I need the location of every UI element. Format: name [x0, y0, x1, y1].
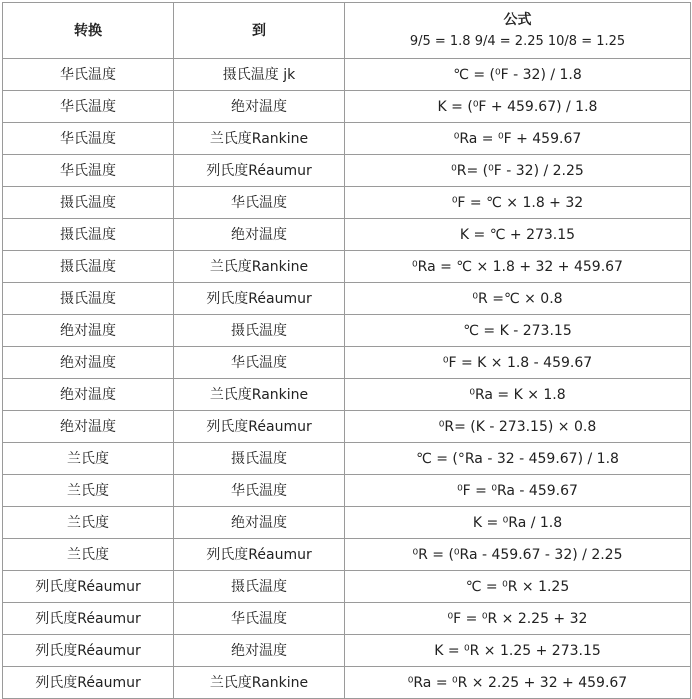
- cell-formula: K = (⁰F + 459.67) / 1.8: [345, 91, 691, 123]
- cell-formula: ℃ = K - 273.15: [345, 315, 691, 347]
- cell-from: 兰氏度: [3, 475, 174, 507]
- table-row: [3, 507, 691, 539]
- table-row: [3, 571, 691, 603]
- table-row: [3, 347, 691, 379]
- cell-from: 列氏度Réaumur: [3, 603, 174, 635]
- table-row: [3, 411, 691, 443]
- cell-to: 兰氏度Rankine: [174, 379, 345, 411]
- table-row: [3, 283, 691, 315]
- cell-formula: ⁰R =℃ × 0.8: [345, 283, 691, 315]
- cell-formula: ⁰Ra = K × 1.8: [345, 379, 691, 411]
- table-row: [3, 443, 691, 475]
- header-from: 转换: [3, 3, 174, 59]
- cell-to: 兰氏度Rankine: [174, 667, 345, 699]
- cell-formula: ⁰F = ⁰Ra - 459.67: [345, 475, 691, 507]
- cell-to: 摄氏温度: [174, 443, 345, 475]
- table-row: [3, 155, 691, 187]
- cell-to: 绝对温度: [174, 219, 345, 251]
- cell-to: 绝对温度: [174, 635, 345, 667]
- cell-from: 华氏温度: [3, 155, 174, 187]
- cell-to: 兰氏度Rankine: [174, 251, 345, 283]
- table-row: [3, 635, 691, 667]
- cell-formula: ⁰F = K × 1.8 - 459.67: [345, 347, 691, 379]
- conversion-table: [2, 2, 691, 699]
- cell-from: 摄氏温度: [3, 219, 174, 251]
- cell-to: 摄氏温度: [174, 315, 345, 347]
- cell-to: 绝对温度: [174, 507, 345, 539]
- table-row: [3, 539, 691, 571]
- cell-formula: ⁰F = ⁰R × 2.25 + 32: [345, 603, 691, 635]
- header-formula-title: 公式: [503, 11, 532, 28]
- cell-formula: K = ⁰R × 1.25 + 273.15: [345, 635, 691, 667]
- cell-to: 列氏度Réaumur: [174, 539, 345, 571]
- cell-to: 绝对温度: [174, 91, 345, 123]
- cell-formula: K = ⁰Ra / 1.8: [345, 507, 691, 539]
- table-row: [3, 219, 691, 251]
- cell-from: 绝对温度: [3, 379, 174, 411]
- cell-formula: ⁰R= (K - 273.15) × 0.8: [345, 411, 691, 443]
- cell-from: 绝对温度: [3, 411, 174, 443]
- cell-from: 绝对温度: [3, 315, 174, 347]
- cell-to: 华氏温度: [174, 475, 345, 507]
- cell-from: 摄氏温度: [3, 251, 174, 283]
- cell-to: 华氏温度: [174, 347, 345, 379]
- cell-formula: ℃ = (⁰F - 32) / 1.8: [345, 59, 691, 91]
- cell-formula: K = ℃ + 273.15: [345, 219, 691, 251]
- cell-from: 列氏度Réaumur: [3, 571, 174, 603]
- cell-from: 列氏度Réaumur: [3, 635, 174, 667]
- table-row: [3, 59, 691, 91]
- header-to: 到: [174, 3, 345, 59]
- cell-from: 摄氏温度: [3, 187, 174, 219]
- table-row: [3, 251, 691, 283]
- cell-formula: ⁰R = (⁰Ra - 459.67 - 32) / 2.25: [345, 539, 691, 571]
- cell-to: 摄氏温度 jk: [174, 59, 345, 91]
- cell-from: 华氏温度: [3, 123, 174, 155]
- cell-to: 华氏温度: [174, 187, 345, 219]
- cell-formula: ℃ = (°Ra - 32 - 459.67) / 1.8: [345, 443, 691, 475]
- cell-formula: ℃ = ⁰R × 1.25: [345, 571, 691, 603]
- header-formula: [345, 3, 691, 59]
- cell-formula: ⁰Ra = ℃ × 1.8 + 32 + 459.67: [345, 251, 691, 283]
- cell-to: 华氏温度: [174, 603, 345, 635]
- cell-from: 兰氏度: [3, 443, 174, 475]
- table-row: [3, 123, 691, 155]
- cell-to: 兰氏度Rankine: [174, 123, 345, 155]
- cell-from: 兰氏度: [3, 507, 174, 539]
- cell-formula: ⁰Ra = ⁰R × 2.25 + 32 + 459.67: [345, 667, 691, 699]
- cell-formula: ⁰Ra = ⁰F + 459.67: [345, 123, 691, 155]
- cell-to: 列氏度Réaumur: [174, 411, 345, 443]
- table-row: [3, 603, 691, 635]
- table-row: [3, 379, 691, 411]
- table-row: [3, 667, 691, 699]
- table-row: [3, 91, 691, 123]
- cell-to: 列氏度Réaumur: [174, 283, 345, 315]
- cell-from: 兰氏度: [3, 539, 174, 571]
- cell-from: 华氏温度: [3, 91, 174, 123]
- cell-from: 绝对温度: [3, 347, 174, 379]
- table-row: [3, 187, 691, 219]
- cell-formula: ⁰F = ℃ × 1.8 + 32: [345, 187, 691, 219]
- cell-from: 列氏度Réaumur: [3, 667, 174, 699]
- header-ratios: 9/5 = 1.8 9/4 = 2.25 10/8 = 1.25: [409, 33, 626, 49]
- cell-to: 摄氏温度: [174, 571, 345, 603]
- cell-from: 华氏温度: [3, 59, 174, 91]
- table-row: [3, 475, 691, 507]
- table-row: [3, 315, 691, 347]
- header-row: [3, 3, 691, 59]
- cell-formula: ⁰R= (⁰F - 32) / 2.25: [345, 155, 691, 187]
- cell-from: 摄氏温度: [3, 283, 174, 315]
- cell-to: 列氏度Réaumur: [174, 155, 345, 187]
